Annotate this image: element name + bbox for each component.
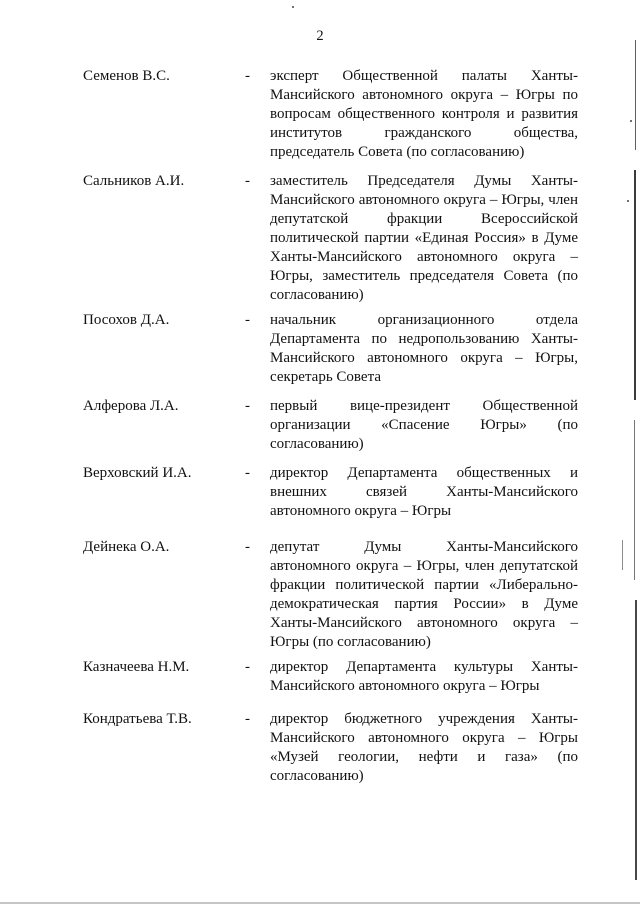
member-position: первый вице-президент Общественной организации «Спасение Югры» (по согласованию) xyxy=(270,398,578,452)
member-name: Верховский И.А. xyxy=(83,465,192,481)
scan-edge-line xyxy=(622,540,623,570)
member-name: Посохов Д.А. xyxy=(83,312,170,328)
separator-dash: - xyxy=(245,173,250,189)
separator-dash: - xyxy=(245,68,250,84)
separator-dash: - xyxy=(245,711,250,727)
scan-edge-line xyxy=(634,170,636,400)
member-position: директор Департамента общественных и внешних связей Ханты-Мансийского автономного округа – Югры xyxy=(270,465,578,519)
scan-edge-line xyxy=(634,420,635,580)
separator-dash: - xyxy=(245,539,250,555)
scan-speck xyxy=(630,120,632,122)
page-number: 2 xyxy=(316,28,324,44)
separator-dash: - xyxy=(245,465,250,481)
member-name: Кондратьева Т.В. xyxy=(83,711,192,727)
scan-speck xyxy=(292,6,294,8)
separator-dash: - xyxy=(245,312,250,328)
member-name: Сальников А.И. xyxy=(83,173,185,189)
member-name: Казначеева Н.М. xyxy=(83,659,190,675)
member-position: директор Департамента культуры Ханты-Мансийского автономного округа – Югры xyxy=(270,659,578,694)
scan-edge-line xyxy=(635,600,637,880)
scan-speck xyxy=(627,200,629,202)
scan-edge-line xyxy=(0,902,640,904)
member-name: Семенов В.С. xyxy=(83,68,170,84)
member-position: заместитель Председателя Думы Ханты-Мансийского автономного округа – Югры, член депутатской фракции Всероссийской политической партии «Единая Россия» в Думе Ханты-Мансийского автономного округа – Югры, заместитель председателя Совета (по согласованию) xyxy=(270,173,578,303)
member-name: Алферова Л.А. xyxy=(83,398,179,414)
separator-dash: - xyxy=(245,398,250,414)
member-position: эксперт Общественной палаты Ханты-Мансийского автономного округа – Югры по вопросам общественного контроля и развития институтов гражданского общества, председатель Совета (по согласованию) xyxy=(270,68,578,160)
separator-dash: - xyxy=(245,659,250,675)
member-name: Дейнека О.А. xyxy=(83,539,170,555)
member-position: начальник организационного отдела Департамента по недропользованию Ханты-Мансийского автономного округа – Югры, секретарь Совета xyxy=(270,312,578,385)
member-position: директор бюджетного учреждения Ханты-Мансийского автономного округа – Югры «Музей геологии, нефти и газа» (по согласованию) xyxy=(270,711,578,784)
member-position: депутат Думы Ханты-Мансийского автономного округа – Югры, член депутатской фракции политической партии «Либерально-демократическая партия России» в Думе Ханты-Мансийского автономного округа – Югры (по согласованию) xyxy=(270,539,578,650)
scan-edge-line xyxy=(635,40,636,150)
